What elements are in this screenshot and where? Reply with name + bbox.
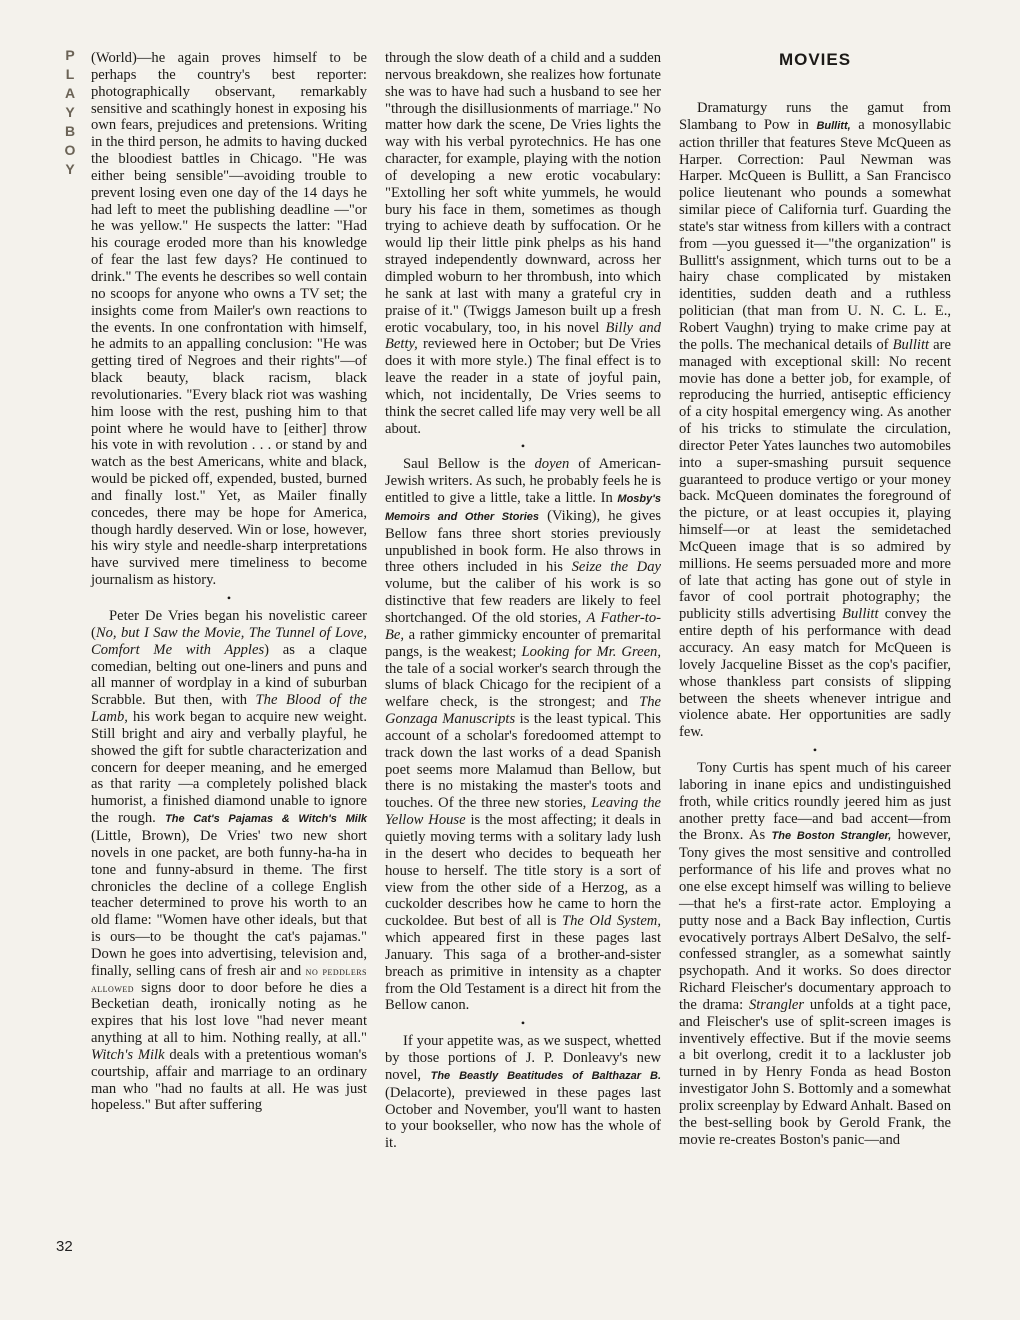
masthead-letter: O bbox=[64, 142, 76, 158]
movie-title: The Boston Strangler, bbox=[771, 830, 892, 843]
sign-text: no peddlers allowed bbox=[91, 963, 367, 995]
book-title: The Cat's Pajamas & Witch's Milk bbox=[165, 813, 367, 826]
book-title: Mosby's Memoirs and Other Stories bbox=[385, 493, 661, 523]
section-bullet: • bbox=[520, 1016, 526, 1031]
page-number: 32 bbox=[56, 1238, 73, 1255]
book-title: Witch's Milk bbox=[91, 1046, 165, 1063]
masthead-letter: L bbox=[65, 66, 75, 82]
paragraph: Dramaturgy runs the gamut from Slambang to Pow in Bullitt, a monosyllabic action thriller that features Steve McQueen as Harper. Correction: Paul Newman was Harper. McQueen is Bullitt, a San Francisco police lieutenant who pounds a somewhat similar piece of California turf. Guarding the state's star witness from killers with a contract from —you guessed it—"the organization" is Bullitt's assignment, which turns out to be a hairy chase complicated by mistaken identities, sudden death and a ruthless politician (that man from U. N. C. L. E., Robert Vaughn) trying to make crime pay at the polls. The mechanical details of Bullitt are managed with exceptional skill: No recent movie has done a better job, for example, of reproducing the hurried, antiseptic efficiency of a city hospital emergency wing. As another of his tricks to stimulate the circulation, director Peter Yates launches two automobiles into a super-smashing pursuit sequence guaranteed to produce vertigo or your money back. McQueen dominates the foreground of the picture, or at least occupies it, playing himself—or at least the semidetached McQueen image that is so admired by millions. He seems persuaded more and more of late that acting has gone out of style in favor of cool portrait photography; the publicity stills advertising Bullitt convey the entire depth of his performance with dead accuracy. An easy match for McQueen is lovely Jacqueline Bisset as the cop's pacifier, whose thankless part consists of slipping between the sheets whenever intrigue and violence abate. Her opportunities are sadly few. bbox=[679, 100, 951, 741]
story-title: The Gonzaga Manuscripts bbox=[385, 694, 661, 728]
book-title: The Blood of the Lamb, bbox=[91, 692, 367, 726]
movie-title: Bullitt, bbox=[816, 119, 851, 132]
paragraph: Peter De Vries began his novelistic career (No, but I Saw the Movie, The Tunnel of Love, Comfort Me with Apples) as a claque comedian, belting out one-liners and puns and all manner of wordplay in a kind of suburban Scrabble. But then, with The Blood of the Lamb, his work began to acquire new weight. Still bright and airy and verbally playful, he showed the gift for subtle characterization and concern for deeper meaning, and he emerged as that rarity —a completely polished black humorist, a finished diamond unable to ignore the rough. The Cat's Pajamas & Witch's Milk (Little, Brown), De Vries' two new short novels in one packet, are both funny-ha-ha in tone and funny-absurd in theme. The first chronicles the decline of a college English teacher determined to prove his worth to an old flame: "Women have other ideals, but that is ours—to be thought the cat's pajamas." Down he goes into advertising, television and, finally, selling cans of fresh air and no peddlers allowed signs door to door before he dies a Becketian death, ironically noting as he expires that his lost love "had never meant anything at all to him. Nothing really, at all." Witch's Milk deals with a pretentious woman's courtship, affair and marriage to an ordinary man who "had no faults at all. He was just hopeless." But after suffering bbox=[91, 608, 367, 1114]
book-title: No, but I Saw the Movie, The Tunnel of Love, Comfort Me with Apples bbox=[91, 624, 367, 658]
movie-title: Bullitt bbox=[892, 336, 930, 353]
story-title: The Old System, bbox=[562, 913, 661, 930]
section-title: MOVIES bbox=[778, 50, 852, 69]
book-title: Billy and Betty, bbox=[385, 319, 661, 353]
movie-title: Bullitt bbox=[842, 606, 879, 623]
masthead-vertical bbox=[58, 46, 82, 179]
column-2 bbox=[385, 50, 661, 1152]
paragraph: Tony Curtis has spent much of his career laboring in inane epics and undistinguished froth, while critics roundly jeered him as just another pretty face—and bad accent—from the Bronx. As The Boston Strangler, however, Tony gives the most sensitive and controlled performance of his life and proves what no one else except himself was willing to believe—that he's a first-rate actor. Employing a putty nose and a Back Bay inflection, Curtis evocatively portrays Albert DeSalvo, the self-confessed strangler, as a somewhat saintly psychopath. And it works. So does director Richard Fleischer's documentary approach to the drama: Strangler unfolds at a tight pace, and Fleischer's use of split-screen images is inventively effective. But if the movie seems a bit overlong, credit it to a lackluster job turned in by Henry Fonda as head Boston investigator John S. Bottomly and a somewhat prolix screenplay by Edward Anhalt. Based on the best-selling book by Gerold Frank, the movie re-creates Boston's panic—and bbox=[679, 760, 951, 1148]
movie-title: Strangler bbox=[748, 996, 805, 1013]
paragraph: through the slow death of a child and a sudden nervous breakdown, she realizes how fortunate she was to have had such a husband to see her "through the disillusionments of marriage." No matter how dark the scene, De Vries lights the way with his verbal pyrotechnics. He has one character, for example, playing with the notion of developing a new erotic vocabulary: "Extolling her soft white yummels, he would bury his face in them, sometimes as though trying to achieve death by suffocation. Or he would lip their little pink phelps as his hand strayed independently downward, across her dimpled woburn to her thrombush, into which he sank at last with many a grateful cry in praise of it." (Twiggs Jameson built up a fresh erotic vocabulary, too, in his novel Billy and Betty, reviewed here in October; but De Vries does it with more style.) The final effect is to leave the reader in a state of joyful pain, which, not incidentally, De Vries seems to think the secret called life may very well be all about. bbox=[385, 50, 661, 437]
section-bullet: • bbox=[520, 439, 526, 454]
masthead-letter: A bbox=[64, 85, 76, 101]
section-bullet: • bbox=[226, 591, 232, 605]
column-1 bbox=[91, 50, 367, 1114]
masthead-letter: B bbox=[64, 123, 76, 139]
story-title: Looking for Mr. Green, bbox=[521, 643, 661, 660]
masthead-letter: Y bbox=[65, 161, 75, 177]
column-3 bbox=[679, 50, 951, 1148]
story-title: A Father-to-Be, bbox=[385, 610, 661, 643]
masthead-letter: Y bbox=[65, 104, 75, 120]
book-title: The Beastly Beatitudes of Balthazar B. bbox=[430, 1069, 661, 1082]
story-title: Leaving the Yellow House bbox=[385, 795, 662, 829]
paragraph: Saul Bellow is the doyen of American-Jewish writers. As such, he probably feels he is entitled to give a little, take a little. In Mosby's Memoirs and Other Stories (Viking), he gives Bellow fans three short stories previously unpublished in book form. He also throws in three others included in his Seize the Day volume, but the caliber of his work is so distinctive that few readers are likely to feel shortchanged. Of the old stories, A Father-to-Be, a rather gimmicky encounter of premarital pangs, is the weakest; Looking for Mr. Green, the tale of a social worker's search through the slums of black Chicago for the recipient of a welfare check, is the strongest; and The Gonzaga Manuscripts is the least typical. This account of a scholar's foredoomed attempt to track down the last works of a dead Spanish poet seems more Malamud than Bellow, but there is no mistaking the master's toots and touches. Of the three new stories, Leaving the Yellow House is the most affecting; it deals in quietly moving terms with a solitary lady lush in the desert who decides to bequeath her house to herself. The title story is a sort of view from the other side of a Herzog, as a cuckolder describes how he came to horn the cuckoldee. But best of all is The Old System, which appeared first in these pages last January. This saga of a brother-and-sister breach as primitive in intensity as a chapter from the Old Testament is a direct hit from the Bellow canon. bbox=[385, 456, 662, 1014]
masthead-letter: P bbox=[65, 47, 75, 63]
section-bullet: • bbox=[812, 743, 818, 758]
paragraph: If your appetite was, as we suspect, whetted by those portions of J. P. Donleavy's new novel, The Beastly Beatitudes of Balthazar B. (Delacorte), previewed in these pages last October and November, you'll want to hasten to your bookseller, who now has the whole of it. bbox=[385, 1033, 661, 1152]
book-title: Seize the Day bbox=[571, 559, 661, 576]
paragraph: (World)—he again proves himself to be perhaps the country's best reporter: photographically observant, remarkably sensitive and scathingly honest in exposing his own fears, prejudices and pretensions. Writing in the third person, he admits to having ducked the bloodiest battles in Chicago. "He was either being sensible"—avoiding trouble to prevent losing even one day of the 14 days he had left to meet the publishing deadline —"or he was yellow." He suspects the latter: "Had his courage eroded more than his knowledge of fear the last few days? He continued to drink." The events he describes so well contain no scoops for anyone who owns a TV set; the insights come from Mailer's own reactions to the events. In one confrontation with himself, he admits to an appalling conclusion: "He was getting tired of Negroes and their rights"—of black beauty, black racism, black revolutionaries. "Every black riot was washing him loose with the rest, pushing him to that point where he would have to [either] throw his vote in with revolution . . . or stand by and watch as the best Americans, white and black, would be picked off, expended, busted, burned and finally lost." Yet, as Mailer finally concedes, there may be hope for America, though hardly deserved. Win or lose, however, his wiry style and needle-sharp interpretations have survived mere timeliness to become journalism as history. bbox=[91, 50, 367, 589]
